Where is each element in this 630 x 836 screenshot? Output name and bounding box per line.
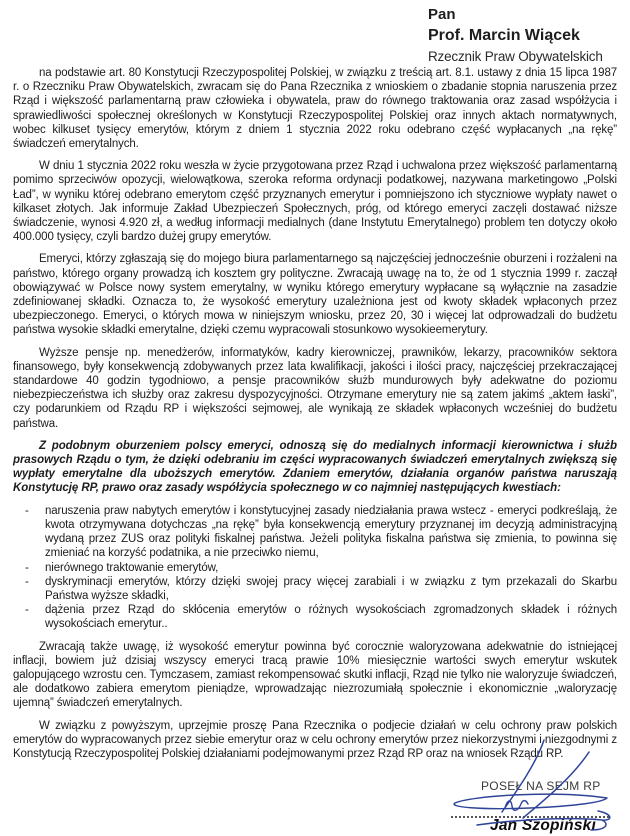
list-item (13, 504, 617, 561)
paragraph-pension-system: Emeryci, którzy zgłaszają się do mojego biura parlamentarnego są najczęściej jednocześnie oburzeni i rozżaleni na państwo, którego organy prowadzą ich kosztem gry polityczne. Zwracają uwagę na to, że od 1 stycznia 1999 r. zaczął obowiązywać w Polsce nowy system emerytalny, w wyniku którego emerytury wypłacane są wyłącznie na zasadzie zdefiniowanej składki. Oznacza to, że wysokość emerytury uzależniona jest od kwoty składek wpłaconych przez ubezpieczonego. Emeryci, o których mowa w niniejszym wniosku, przez 20, 30 i więcej lat odprowadzali do budżetu państwa wysokie składki emerytalne, dzięki czemu wypracowali stosunkowo wysokieemerytury. (13, 253, 617, 337)
list-item (13, 603, 617, 631)
bullet-dash: - (25, 504, 29, 517)
recipient-block (428, 5, 603, 66)
recipient-salutation: Pan (428, 6, 456, 23)
paragraph-emphasis-complaints: Z podobnym oburzeniem polscy emeryci, odnoszą się do medialnych informacji kierownictwa i służb prasowych Rządu o tym, że dzięki odebraniu im części wypracowanych świadczeń emerytalnych zwiększą się wypłaty emerytalne dla uboższych emerytów. Zdaniem emerytów, działania organów państwa naruszają Konstytucję RP, prawo oraz zasady współżycia społecznego w co najmniej następujących kwestiach: (13, 439, 617, 495)
signature-dotted-line (451, 804, 609, 818)
list-item-text: nierównego traktowanie emerytów, (45, 561, 219, 574)
paragraph-legal-basis: na podstawie art. 80 Konstytucji Rzeczypospolitej Polskiej, w związku z treścią art. 8.1. ustawy z dnia 15 lipca 1987 r. o Rzeczniku Praw Obywatelskich, zwracam się do Pana Rzecznika z wnioskiem o zbadanie stopnia naruszenia przez Rząd i większość parlamentarną praw człowieka i obywatela, praw do równego traktowania oraz zasad współżycia i sprawiedliwości społecznej określonych w Konstytucji Rzeczypospolitej Polskiej oraz innych aktach normatywnych, wobec kilkuset tysięcy emerytów, którym z dniem 1 stycznia 2022 roku odebrano część wypłacanych „na rękę” świadczeń emerytalnych. (13, 67, 617, 151)
bullet-dash: - (25, 575, 29, 588)
letter-body (13, 66, 617, 769)
recipient-name: Prof. Marcin Wiącek (428, 27, 580, 44)
paragraph-request: W związku z powyższym, uprzejmie proszę Pana Rzecznika o podjecie działań w celu ochrony praw polskich emerytów do wypracowanych przez siebie emerytur oraz w celu ochrony emerytów przez niekorzystnymi i niezgodnymi z Konstytucją Rzeczypospolitej Polskiej działaniami podejmowanymi przez Rząd RP oraz na wniosek Rządu RP. (13, 719, 617, 760)
list-item (13, 561, 617, 575)
signer-name: Jan Szopiński (490, 817, 596, 834)
list-item-text: naruszenia praw nabytych emerytów i konstytucyjnej zasady niedziałania prawa wstecz - emeryci podkreślają, że kwota otrzymywana dotychczas „na rękę” była konsekwencją emerytury przyznanej im decyzją administracyjną wydaną przez ZUS oraz polityki fiskalnej państwa. Jeżeli polityka fiskalna państwa się zmienia, to powinna się zmieniać na korzyść podatnika, a nie przeciwko niemu, (45, 504, 617, 560)
complaints-list (13, 504, 617, 632)
paragraph-polski-lad: W dniu 1 stycznia 2022 roku weszła w życie przygotowana przez Rząd i uchwalona przez większość parlamentarną pomimo sprzeciwów opozycji, wielowątkowa, szeroka reforma ordynacji podatkowej, nazywana marketingowo „Polski Ład”, w wyniku której odebrano emerytom część przyznanych emerytur i pomniejszono ich styczniowe wypłaty nawet o kilkaset złotych. Jak informuje Zakład Ubezpieczeń Społecznych, próg, od którego emeryci zaczęli dostawać niższe świadczenie, wynosi 4.920 zł, a według informacji medialnych (dane Instytutu Emerytalnego) problem ten dotyczy około 400.000 tysięcy, czyli bardzo dużej grupy emerytów. (13, 160, 617, 244)
bullet-dash: - (25, 604, 29, 617)
paragraph-valorization: Zwracają także uwagę, iż wysokość emerytur powinna być corocznie waloryzowana adekwatnie do istniejącej inflacji, bowiem już dzisiaj wszyscy emeryci tracą prawie 10% miesięcznie wartości swych emerytur wskutek galopującego wzrostu cen. Tymczasem, zamiast rekompensować skutki inflacji, Rząd nie tylko nie waloryzuje świadczeń, ale dodatkowo zabiera emerytom pieniądze, wprowadzając niezrozumiałą społecznie i ekonomicznie „waloryzację ujemną” świadczeń emerytalnych. (13, 640, 617, 710)
paragraph-higher-salaries: Wyższe pensje np. menedżerów, informatyków, kadry kierowniczej, prawników, lekarzy, pracowników sektora finansowego, były konsekwencją zdobywanych przez lata kwalifikacji, jakości i ilości pracy, najczęściej przekraczającej standardowe 40 godzin tygodniowo, a pensje pracowników służb mundurowych były adekwatne do poziomu niebezpieczeństwa ich służby oraz zakresu dyspozycyjności. Otrzymane emerytury nie są zatem jakimś „aktem łaski”, czy podarunkiem od Rządu RP i większości sejmowej, ale wynikają ze składek wpłaconych wcześniej do budżetu państwa. (13, 346, 617, 430)
list-item (13, 575, 617, 603)
list-item-text: dyskryminacji emerytów, którzy dzięki swojej pracy więcej zarabiali i w związku z tym przekazali do Skarbu Państwa wyższe składki, (45, 575, 617, 602)
list-item-text: dążenia przez Rząd do skłócenia emerytów o różnych wysokościach zgromadzonych składek i różnych wysokościach emerytur.. (45, 604, 617, 631)
recipient-title: Rzecznik Praw Obywatelskich (428, 49, 603, 64)
signer-role: POSEŁ NA SEJM RP (481, 779, 601, 793)
bullet-dash: - (25, 561, 29, 574)
